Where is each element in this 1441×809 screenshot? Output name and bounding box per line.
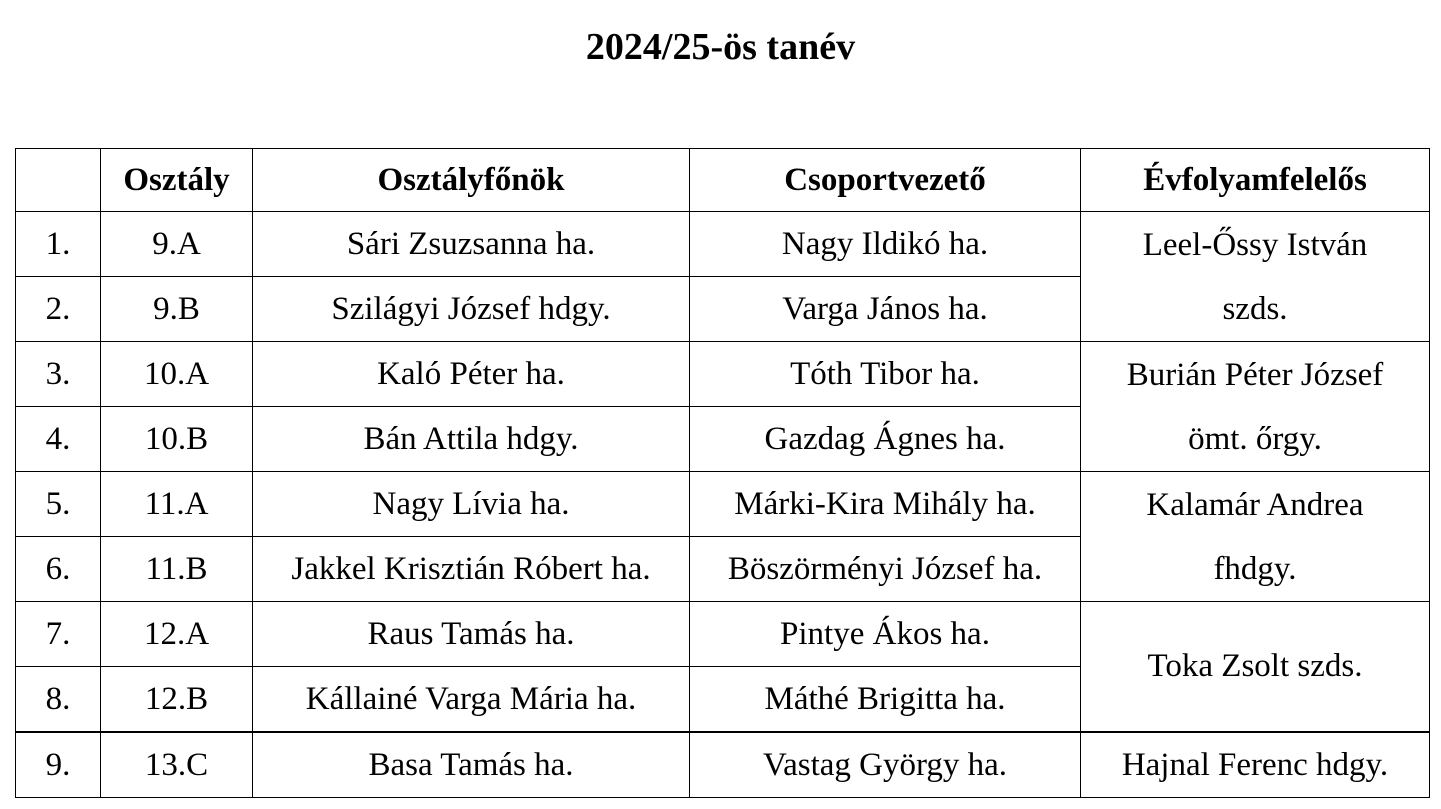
- year-leader-line: Leel-Őssy István: [1142, 226, 1368, 263]
- group-leader: Gazdag Ágnes ha.: [690, 407, 1081, 472]
- head-teacher: Nagy Lívia ha.: [253, 472, 690, 537]
- class-name: 10.B: [101, 407, 253, 472]
- group-leader: Vastag György ha.: [690, 732, 1081, 798]
- year-leader: [1081, 602, 1430, 733]
- table-row: [16, 472, 1430, 537]
- row-number: 9.: [16, 732, 101, 798]
- year-leader: [1081, 472, 1430, 602]
- class-name: 13.C: [101, 732, 253, 798]
- header-class: Osztály: [101, 149, 253, 212]
- year-leader: [1081, 212, 1430, 342]
- year-leader: [1081, 732, 1430, 798]
- year-leader-line: Hajnal Ferenc hdgy.: [1121, 746, 1389, 783]
- class-name: 11.A: [101, 472, 253, 537]
- row-number: 3.: [16, 342, 101, 407]
- row-number: 7.: [16, 602, 101, 667]
- head-teacher: Bán Attila hdgy.: [253, 407, 690, 472]
- year-leader: [1081, 342, 1430, 472]
- class-name: 10.A: [101, 342, 253, 407]
- year-leader-line: fhdgy.: [1213, 550, 1297, 587]
- row-number: 4.: [16, 407, 101, 472]
- header-number: [16, 149, 101, 212]
- row-number: 1.: [16, 212, 101, 277]
- head-teacher: Sári Zsuzsanna ha.: [253, 212, 690, 277]
- page-title: 2024/25-ös tanév: [585, 26, 856, 68]
- class-name: 9.B: [101, 277, 253, 342]
- group-leader: Pintye Ákos ha.: [690, 602, 1081, 667]
- year-leader-line: Burián Péter József: [1126, 356, 1384, 393]
- row-number: 8.: [16, 667, 101, 733]
- head-teacher: Basa Tamás ha.: [253, 732, 690, 798]
- group-leader: Máthé Brigitta ha.: [690, 667, 1081, 733]
- year-leader-line: szds.: [1222, 290, 1288, 327]
- table-row: [16, 732, 1430, 798]
- group-leader: Varga János ha.: [690, 277, 1081, 342]
- class-name: 12.B: [101, 667, 253, 733]
- table-row: [16, 212, 1430, 277]
- head-teacher: Kaló Péter ha.: [253, 342, 690, 407]
- table-row: [16, 342, 1430, 407]
- row-number: 5.: [16, 472, 101, 537]
- class-name: 11.B: [101, 537, 253, 602]
- table-row: [16, 602, 1430, 667]
- group-leader: Böszörményi József ha.: [690, 537, 1081, 602]
- year-leader-line: Kalamár Andrea: [1146, 486, 1364, 523]
- group-leader: Márki-Kira Mihály ha.: [690, 472, 1081, 537]
- head-teacher: Kállainé Varga Mária ha.: [253, 667, 690, 733]
- head-teacher: Raus Tamás ha.: [253, 602, 690, 667]
- header-head-teacher: Osztályfőnök: [253, 149, 690, 212]
- group-leader: Nagy Ildikó ha.: [690, 212, 1081, 277]
- row-number: 6.: [16, 537, 101, 602]
- head-teacher: Jakkel Krisztián Róbert ha.: [253, 537, 690, 602]
- header-group-leader: Csoportvezető: [690, 149, 1081, 212]
- class-name: 12.A: [101, 602, 253, 667]
- head-teacher: Szilágyi József hdgy.: [253, 277, 690, 342]
- year-leader-line: ömt. őrgy.: [1188, 420, 1322, 457]
- class-name: 9.A: [101, 212, 253, 277]
- class-assignment-table: [15, 148, 1430, 798]
- header-year-leader: Évfolyamfelelős: [1081, 149, 1430, 212]
- group-leader: Tóth Tibor ha.: [690, 342, 1081, 407]
- table-header-row: [16, 149, 1430, 212]
- row-number: 2.: [16, 277, 101, 342]
- year-leader-line: Toka Zsolt szds.: [1147, 648, 1363, 684]
